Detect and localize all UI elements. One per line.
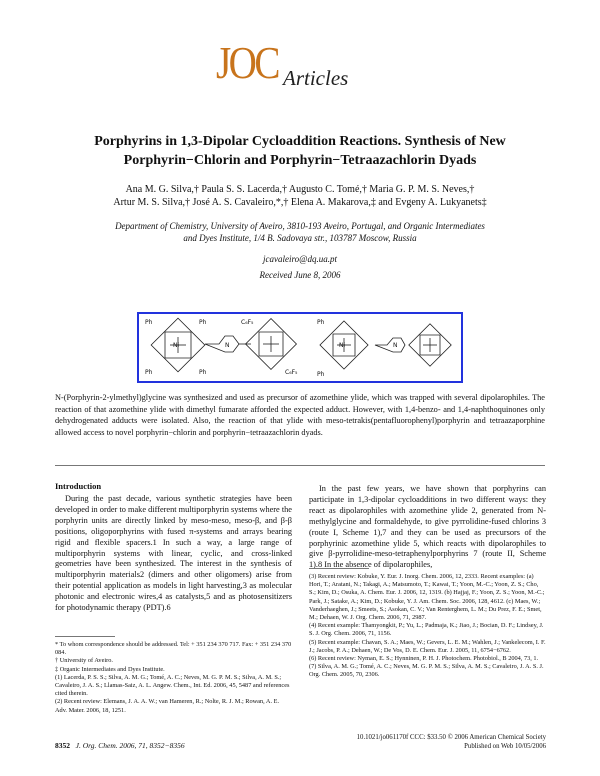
body-text-left: [55, 494, 292, 614]
divider: [55, 465, 545, 466]
footnote: * To whom correspondence should be addressed. Tel: + 351 234 370 717. Fax: + 351 234 370 084.: [55, 641, 292, 657]
footnote: (5) Recent example: Chavan, S. A.; Maes, W.; Gevers, L. E. M.; Wahlen, J.; Vankelecom, I. F. J.; Jacobs, P. A.; Dehaen, W.; De Vos, D. E. Chem. Eur. J. 2005, 11, 6754−6762.: [309, 638, 546, 654]
affiliation-line-1: Department of Chemistry, University of Aveiro, 3810-193 Aveiro, Portugal, and Organic Intermediates: [115, 221, 485, 231]
journal-section-label: Articles: [283, 66, 349, 90]
footnote: ‡ Organic Intermediates and Dyes Institute.: [55, 665, 165, 673]
page-footer-left: [55, 741, 185, 750]
phenyl-label: Ph: [317, 371, 325, 378]
body-text-right: [309, 484, 546, 571]
intro-paragraph-right: In the past few years, we have shown that porphyrins can participate in 1,3-dipolar cycloadditions in two different ways: they react as dipolarophiles with azomethine ylide 2, generated from N-methylglycine and formaldehyde, to give pyrrolidine-fused chlorins 3 (route I, Scheme 1),7 and they can be used as precursors of the porphyrinic azomethine ylide 5, which reacts with dipolarophiles to give β-pyrrolidine-meso-tetraphenylporphyrins 7 (route II, Scheme 1).8 In the absence of dipolarophiles,: [309, 484, 546, 570]
page-footer-right: [300, 734, 546, 751]
footnotes-right: [309, 573, 546, 680]
nitrogen-label: N: [225, 342, 230, 349]
journal-logo: JOC: [216, 37, 278, 88]
graphical-abstract: [137, 312, 463, 383]
footnote-divider: [309, 568, 369, 569]
nitrogen-label: N: [393, 342, 398, 349]
footnote: (4) Recent example: Thamyongkit, P.; Yu, L.; Padmaja, K.; Jiao, J.; Bocian, D. F.; Lindsey, J. S. J. Org. Chem. 2006, 71, 1156.: [309, 622, 544, 638]
footnote-divider: [55, 636, 115, 637]
contact-email[interactable]: jcavaleiro@dq.ua.pt: [263, 254, 337, 264]
porphyrin-structures-drawing: [139, 314, 461, 381]
authors-line-2: Artur M. S. Silva,† José A. S. Cavaleiro,*,† Elena A. Makarova,‡ and Evgeny A. Lukyanets‡: [113, 197, 487, 208]
published-line: Published on Web 10/05/2006: [464, 742, 546, 750]
c6f5-label: C₆F₅: [285, 369, 298, 376]
nickel-label: Ni: [339, 342, 346, 349]
phenyl-label: Ph: [199, 319, 207, 326]
phenyl-label: Ph: [145, 369, 153, 376]
footnote: (1) Lacerda, P. S. S.; Silva, A. M. G.; Tomé, A. C.; Neves, M. G. P. M. S.; Silva, A. M. S.; Cavaleiro, J. A. S.; Llamas-Saiz, A. L. Angew. Chem., Int. Ed. 2006, 45, 5487 and references cited therein.: [55, 673, 290, 698]
footnote: (7) Silva, A. M. G.; Tomé, A. C.; Neves, M. G. P. M. S.; Silva, A. M. S.; Cavaleiro, J. A. S. J. Org. Chem. 2005, 70, 2306.: [309, 663, 544, 679]
phenyl-label: Ph: [199, 369, 207, 376]
nickel-label: Ni: [173, 342, 180, 349]
page-number: 8352: [55, 741, 70, 750]
journal-citation: J. Org. Chem. 2006, 71, 8352−8356: [75, 741, 185, 750]
intro-paragraph-left: During the past decade, various synthetic strategies have been developed in order to make different multiporphyrin systems where the porphyrin units are directly linked by meso-meso, meso-β, and β-β positions, oligoporphyrins with fused π-systems and arrays bearing rigid and flexible spacers.1 In such a way, a large range of multiporphyrin systems with linear, cyclic, and cross-linked geometries have been synthesized. The interest in the synthesis of multiporphyrin materials2 (dimers and other oligomers) arise from their potential application as models in light harvesting,3 as molecular photonic and electronic wires,4 as catalysts,5 and as photosensitizers for photodynamic therapy (PDT).6: [55, 494, 292, 613]
received-date: Received June 8, 2006: [259, 270, 341, 280]
phenyl-label: Ph: [145, 319, 153, 326]
footnote: (6) Recent review: Nyman, E. S.; Hynninen, P. H. J. Photochem. Photobiol., B 2004, 73, 1.: [309, 655, 539, 663]
article-title: Porphyrins in 1,3-Dipolar Cycloaddition Reactions. Synthesis of New Porphyrin−Chlorin and Porphyrin−Tetraazachlorin Dyads: [94, 134, 506, 168]
author-list: [60, 183, 540, 209]
authors-line-1: Ana M. G. Silva,† Paula S. S. Lacerda,† Augusto C. Tomé,† Maria G. P. M. S. Neves,†: [125, 184, 475, 195]
footnote: † University of Aveiro.: [55, 657, 113, 665]
footnote: (2) Recent review: Elemans, J. A. A. W.; van Hameren, R.; Nolte, R. J. M.; Rowan, A. E. Adv. Mater. 2006, 18, 1251.: [55, 698, 280, 714]
affiliation-line-2: and Dyes Institute, 1/4 B. Sadovaya str., 103787 Moscow, Russia: [183, 233, 417, 243]
affiliation: [80, 220, 520, 244]
doi-line: 10.1021/jo061170f CCC: $33.50 © 2006 American Chemical Society: [356, 734, 546, 741]
footnotes-left: [55, 641, 292, 715]
phenyl-label: Ph: [317, 319, 325, 326]
c6f5-label: C₆F₅: [241, 319, 254, 326]
footnote: (3) Recent review: Kobuke, Y. Eur. J. Inorg. Chem. 2006, 12, 2333. Recent examples: (a) Hori, T.; Aratani, N.; Takagi, A.; Matsumoto, T.; Kawai, T.; Yoon, M.-C.; Yoon, Z. S.; Cho, S.; Kim, D.; Osuka, A. Chem. Eur. J. 2006, 12, 1319. (b) Hajjaj, F.; Yoon, Z. S.; Yoon, M.-C.; Park, J.; Satake, A.; Kim, D.; Kobuke, Y. J. Am. Chem. Soc. 2006, 128, 4612. (c) Maes, W.; Vanderhaeghen, J.; Smeets, S.; Asokan, C. V.; Van Renterghem, L. M.; Du Prez, F. E.; Smet, M.; Dehaen, W. J. Org. Chem. 2006, 71, 2987.: [309, 573, 545, 622]
abstract-text: N-(Porphyrin-2-ylmethyl)glycine was synthesized and used as precursor of azomethine ylide, which was trapped with several dipolarophiles. The reaction of that azomethine ylide with dimethyl fumarate afforded the expected adduct. However, with 1,4-benzo- and 1,4-naphthoquinones only dehydrogenated adducts were isolated. Also, the reaction of that ylide with meso-tetrakis(pentafluorophenyl)porphyrin and tetraazaporphine allowed access to novel porphyrin−chlorin and porphyrin−tetraazachlorin dyads.: [55, 393, 545, 437]
section-heading-introduction: Introduction: [55, 481, 102, 491]
